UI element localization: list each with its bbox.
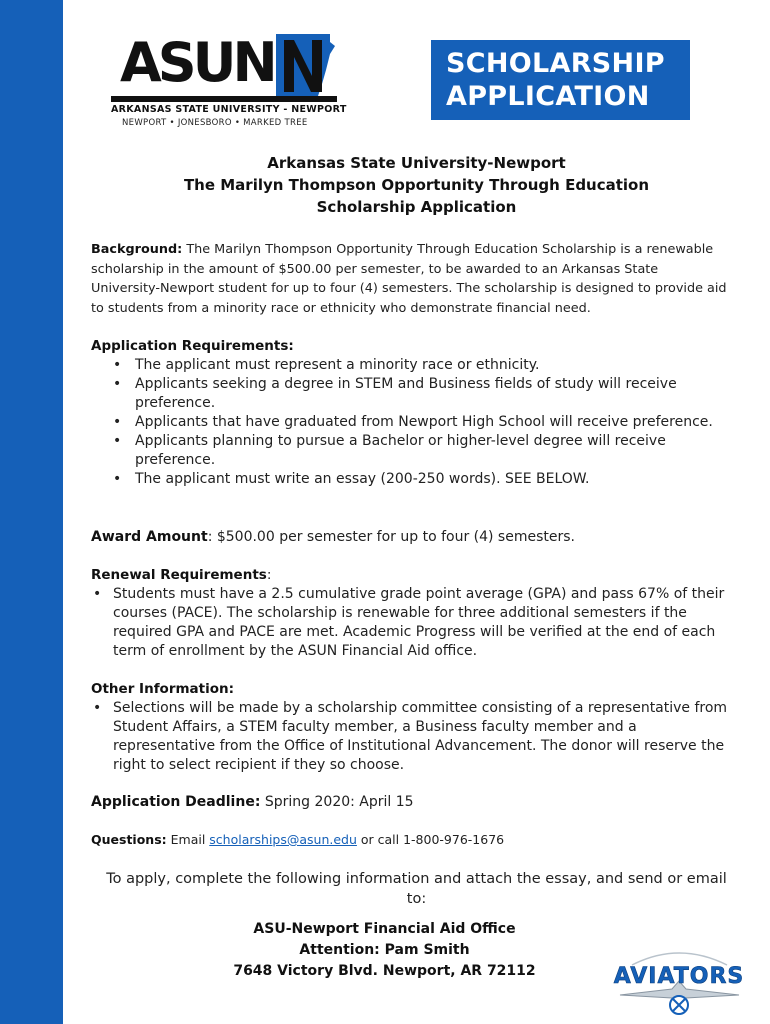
award-section — [91, 528, 731, 547]
logo-divider — [111, 96, 337, 102]
left-accent-bar — [0, 0, 63, 1024]
document-title — [63, 152, 770, 218]
deadline-section — [91, 793, 731, 812]
background-label: Background: — [91, 242, 183, 257]
list-item: • The applicant must write an essay (200-250 words). SEE BELOW. — [91, 470, 731, 489]
questions-label: Questions: — [91, 832, 167, 847]
aviators-plane-icon — [612, 935, 747, 1020]
mailing-address — [63, 919, 706, 982]
address-line-3: 7648 Victory Blvd. Newport, AR 72112 — [233, 963, 536, 979]
list-item: • The applicant must represent a minority race or ethnicity. — [91, 356, 731, 375]
renewal-heading: Renewal Requirements — [91, 567, 267, 583]
questions-pre: Email — [166, 832, 210, 847]
requirements-list — [91, 356, 731, 489]
questions-post: or call 1-800-976-1676 — [356, 832, 505, 847]
requirements-section — [91, 337, 731, 489]
banner-line-1: SCHOLARSHIP — [446, 48, 665, 79]
other-info-section — [91, 680, 731, 775]
other-info-heading: Other Information: — [91, 681, 235, 697]
questions-section — [91, 830, 731, 850]
award-text: : $500.00 per semester for up to four (4) semesters. — [207, 529, 575, 545]
scholarship-application-banner — [431, 40, 690, 120]
logo-university-name: ARKANSAS STATE UNIVERSITY - NEWPORT — [111, 104, 347, 115]
apply-instructions: To apply, complete the following information and attach the essay, and send or email to: — [106, 871, 727, 907]
email-link[interactable]: scholarships@asun.edu — [209, 832, 357, 847]
aviators-wordmark: AVIATORS — [613, 964, 745, 989]
award-label: Award Amount — [91, 529, 208, 545]
title-line-3: Scholarship Application — [316, 198, 517, 216]
requirements-heading: Application Requirements: — [91, 338, 294, 354]
logo-campuses: NEWPORT • JONESBORO • MARKED TREE — [122, 118, 308, 128]
other-info-list — [91, 699, 731, 775]
deadline-text: Spring 2020: April 15 — [260, 794, 414, 810]
list-item: • Students must have a 2.5 cumulative grade point average (GPA) and pass 67% of their courses (PACE). The scholarship is renewable for three additional semesters if the required GPA and PACE are met. Academic Progress will be verified at the end of each term of enrollment by the ASUN Financial Aid office. — [91, 585, 731, 661]
renewal-heading-colon: : — [266, 567, 272, 583]
aviators-logo — [612, 935, 747, 1020]
banner-line-2: APPLICATION — [446, 81, 650, 112]
background-text: The Marilyn Thompson Opportunity Through Education Scholarship is a renewable scholarship in the amount of $500.00 per semester, to be awarded to an Arkansas State University-Newport student for up to four (4) semesters. The scholarship is designed to provide aid to students from a minority race or ethnicity who demonstrate financial need. — [91, 242, 727, 316]
background-section — [91, 240, 731, 318]
renewal-section — [91, 566, 731, 661]
renewal-list — [91, 585, 731, 661]
address-line-2: Attention: Pam Smith — [299, 942, 470, 958]
title-line-2: The Marilyn Thompson Opportunity Through Education — [183, 176, 650, 194]
title-line-1: Arkansas State University-Newport — [267, 154, 566, 172]
list-item: • Applicants planning to pursue a Bachelor or higher-level degree will receive preference. — [91, 432, 731, 470]
list-item: • Applicants seeking a degree in STEM and Business fields of study will receive preference. — [91, 375, 731, 413]
logo-wordmark: ASUN — [120, 31, 274, 94]
asun-logo — [108, 30, 347, 130]
list-item: • Applicants that have graduated from Newport High School will receive preference. — [91, 413, 731, 432]
address-line-1: ASU-Newport Financial Aid Office — [253, 921, 516, 937]
list-item: • Selections will be made by a scholarship committee consisting of a representative from Student Affairs, a STEM faculty member, a Business faculty member and a representative from the Office of Institutional Advancement. The donor will reserve the right to select recipient if they so choose. — [91, 699, 731, 775]
deadline-label: Application Deadline: — [91, 794, 261, 810]
